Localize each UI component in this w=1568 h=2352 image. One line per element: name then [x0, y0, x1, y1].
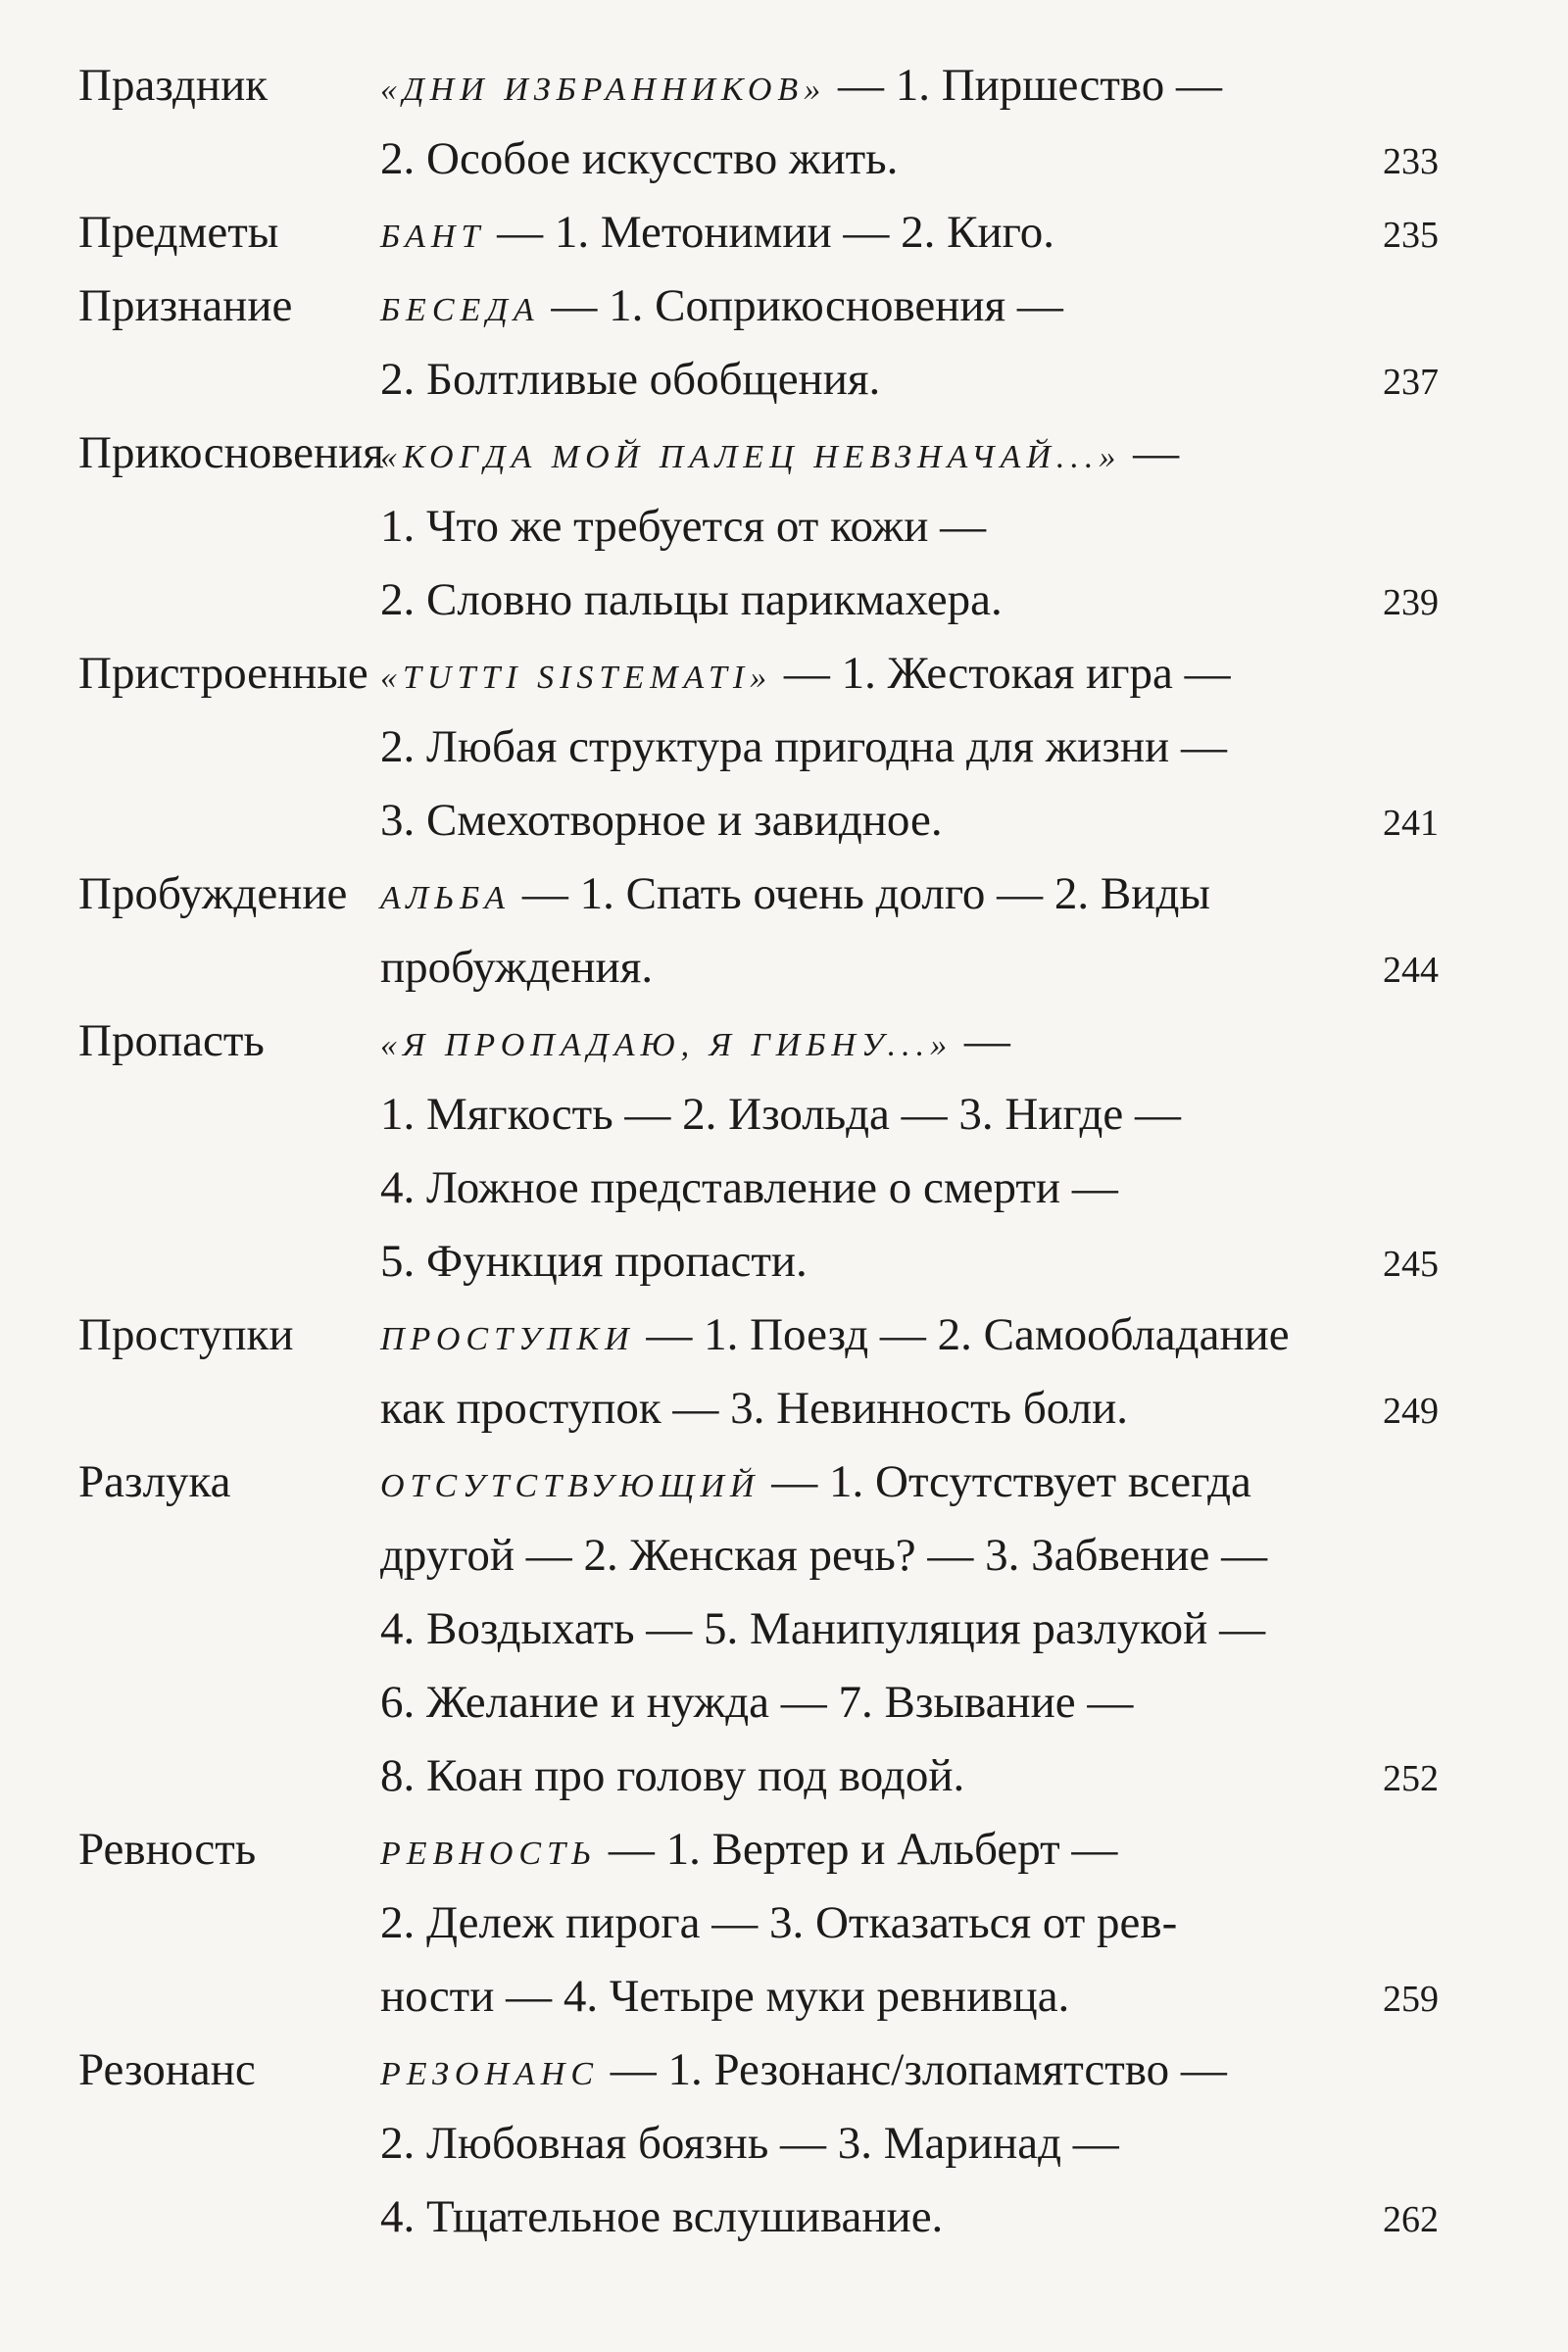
- line-text: 3. Смехотворное и завидное.: [380, 795, 943, 846]
- line-text: —: [1121, 427, 1180, 478]
- toc-entry: [0, 2035, 1568, 2256]
- entry-line: [380, 1815, 1470, 1888]
- page-number: 259: [1383, 1979, 1439, 2020]
- line-text: 2. Дележ пирога — 3. Отказаться от рев-: [380, 1897, 1178, 1948]
- entry-line: [380, 786, 1470, 859]
- chapter-title: «ДНИ ИЗБРАННИКОВ»: [380, 72, 827, 108]
- entry-term: Разлука: [78, 1456, 231, 1507]
- chapter-title: АЛЬБА: [380, 880, 512, 916]
- toc-entry: [0, 271, 1568, 418]
- line-text: другой — 2. Женская речь? — 3. Забвение —: [380, 1530, 1268, 1581]
- entry-line: [380, 2182, 1470, 2256]
- line-text: 4. Воздыхать — 5. Манипуляция разлукой —: [380, 1603, 1266, 1654]
- entry-term: Резонанс: [78, 2044, 256, 2095]
- entry-line: [380, 712, 1470, 786]
- line-text: — 1. Спать очень долго — 2. Виды: [511, 868, 1210, 919]
- chapter-title: РЕЗОНАНС: [380, 2056, 599, 2092]
- line-text: — 1. Отсутствует всегда: [760, 1456, 1251, 1507]
- line-text: — 1. Жестокая игра —: [772, 648, 1231, 699]
- entry-line: [380, 418, 1470, 492]
- toc-entry: [0, 859, 1568, 1006]
- line-text: 4. Ложное представление о смерти —: [380, 1162, 1118, 1213]
- chapter-title: ПРОСТУПКИ: [380, 1321, 635, 1357]
- entry-term: Пристроенные: [78, 648, 368, 699]
- chapter-title: РЕВНОСТЬ: [380, 1836, 598, 1872]
- page-number: 262: [1383, 2199, 1439, 2240]
- entry-lines: [380, 198, 1470, 271]
- line-text: — 1. Метонимии — 2. Киго.: [485, 207, 1055, 258]
- entry-lines: [380, 1006, 1470, 1300]
- chapter-title: «Я ПРОПАДАЮ, Я ГИБНУ...»: [380, 1027, 954, 1063]
- entry-lines: [380, 51, 1470, 198]
- entry-term: Прикосновения: [78, 427, 384, 478]
- entry-line: [380, 51, 1470, 124]
- entry-lines: [380, 859, 1470, 1006]
- entry-lines: [380, 1447, 1470, 1815]
- entry-line: [380, 933, 1470, 1006]
- entry-line: [380, 1521, 1470, 1594]
- line-text: 1. Что же требуется от кожи —: [380, 501, 987, 552]
- entry-line: [380, 271, 1470, 345]
- entry-line: [380, 1080, 1470, 1153]
- toc-entry: [0, 1447, 1568, 1815]
- entry-term: Пробуждение: [78, 868, 348, 919]
- entry-line: [380, 1962, 1470, 2035]
- entry-term: Пропасть: [78, 1015, 265, 1066]
- entry-term: Праздник: [78, 60, 269, 111]
- toc-entry: [0, 1006, 1568, 1300]
- page-number: 245: [1383, 1244, 1439, 1285]
- line-text: 1. Мягкость — 2. Изольда — 3. Нигде —: [380, 1089, 1181, 1140]
- line-text: 8. Коан про голову под водой.: [380, 1750, 965, 1801]
- line-text: — 1. Соприкосновения —: [539, 280, 1063, 331]
- line-text: 2. Особое искусство жить.: [380, 133, 899, 184]
- toc-entry: [0, 51, 1568, 198]
- line-text: 2. Болтливые обобщения.: [380, 354, 881, 405]
- entry-line: [380, 1741, 1470, 1815]
- line-text: 2. Любая структура пригодна для жизни —: [380, 721, 1227, 772]
- page-number: 237: [1383, 362, 1439, 403]
- page-number: 235: [1383, 215, 1439, 256]
- entry-lines: [380, 1300, 1470, 1447]
- entry-line: [380, 1153, 1470, 1227]
- entry-term: Проступки: [78, 1309, 294, 1360]
- page-number: 249: [1383, 1391, 1439, 1432]
- entry-line: [380, 1594, 1470, 1668]
- entry-line: [380, 1374, 1470, 1447]
- toc-entry: [0, 418, 1568, 639]
- toc-entry: [0, 1815, 1568, 2035]
- line-text: 5. Функция пропасти.: [380, 1236, 808, 1287]
- page-number: 241: [1383, 803, 1439, 844]
- entry-term: Признание: [78, 280, 293, 331]
- line-text: — 1. Пиршество —: [826, 60, 1223, 111]
- entry-line: [380, 1888, 1470, 1962]
- entry-line: [380, 124, 1470, 198]
- entry-line: [380, 345, 1470, 418]
- page-number: 252: [1383, 1758, 1439, 1799]
- chapter-title: БАНТ: [380, 219, 486, 255]
- page-number: 244: [1383, 950, 1439, 991]
- entry-lines: [380, 639, 1470, 859]
- entry-line: [380, 2109, 1470, 2182]
- line-text: как проступок — 3. Невинность боли.: [380, 1383, 1129, 1434]
- chapter-title: БЕСЕДА: [380, 292, 540, 328]
- page-number: 233: [1383, 141, 1439, 182]
- table-of-contents: [0, 51, 1568, 2256]
- chapter-title: ОТСУТСТВУЮЩИЙ: [380, 1468, 760, 1504]
- entry-lines: [380, 2035, 1470, 2256]
- entry-line: [380, 1668, 1470, 1741]
- entry-lines: [380, 1815, 1470, 2035]
- entry-term: Ревность: [78, 1824, 257, 1875]
- line-text: 6. Желание и нужда — 7. Взывание —: [380, 1677, 1134, 1728]
- line-text: 2. Словно пальцы парикмахера.: [380, 574, 1003, 625]
- line-text: 4. Тщательное вслушивание.: [380, 2191, 944, 2242]
- entry-line: [380, 492, 1470, 565]
- entry-line: [380, 565, 1470, 639]
- entry-line: [380, 859, 1470, 933]
- entry-line: [380, 198, 1470, 271]
- line-text: 2. Любовная боязнь — 3. Маринад —: [380, 2118, 1119, 2169]
- line-text: пробуждения.: [380, 942, 654, 993]
- line-text: ности — 4. Четыре муки ревнивца.: [380, 1971, 1070, 2022]
- toc-entry: [0, 198, 1568, 271]
- line-text: — 1. Вертер и Альберт —: [597, 1824, 1118, 1875]
- line-text: —: [953, 1015, 1010, 1066]
- entry-line: [380, 1300, 1470, 1374]
- entry-lines: [380, 418, 1470, 639]
- entry-line: [380, 2035, 1470, 2109]
- page-number: 239: [1383, 582, 1439, 623]
- line-text: — 1. Поезд — 2. Самообладание: [634, 1309, 1290, 1360]
- entry-line: [380, 1447, 1470, 1521]
- entry-lines: [380, 271, 1470, 418]
- toc-entry: [0, 639, 1568, 859]
- toc-entry: [0, 1300, 1568, 1447]
- line-text: — 1. Резонанс/злопамятство —: [599, 2044, 1227, 2095]
- entry-term: Предметы: [78, 207, 279, 258]
- chapter-title: «КОГДА МОЙ ПАЛЕЦ НЕВЗНАЧАЙ...»: [380, 439, 1122, 475]
- entry-line: [380, 639, 1470, 712]
- entry-line: [380, 1006, 1470, 1080]
- chapter-title: «TUTTI SISTEMATI»: [380, 660, 773, 696]
- entry-line: [380, 1227, 1470, 1300]
